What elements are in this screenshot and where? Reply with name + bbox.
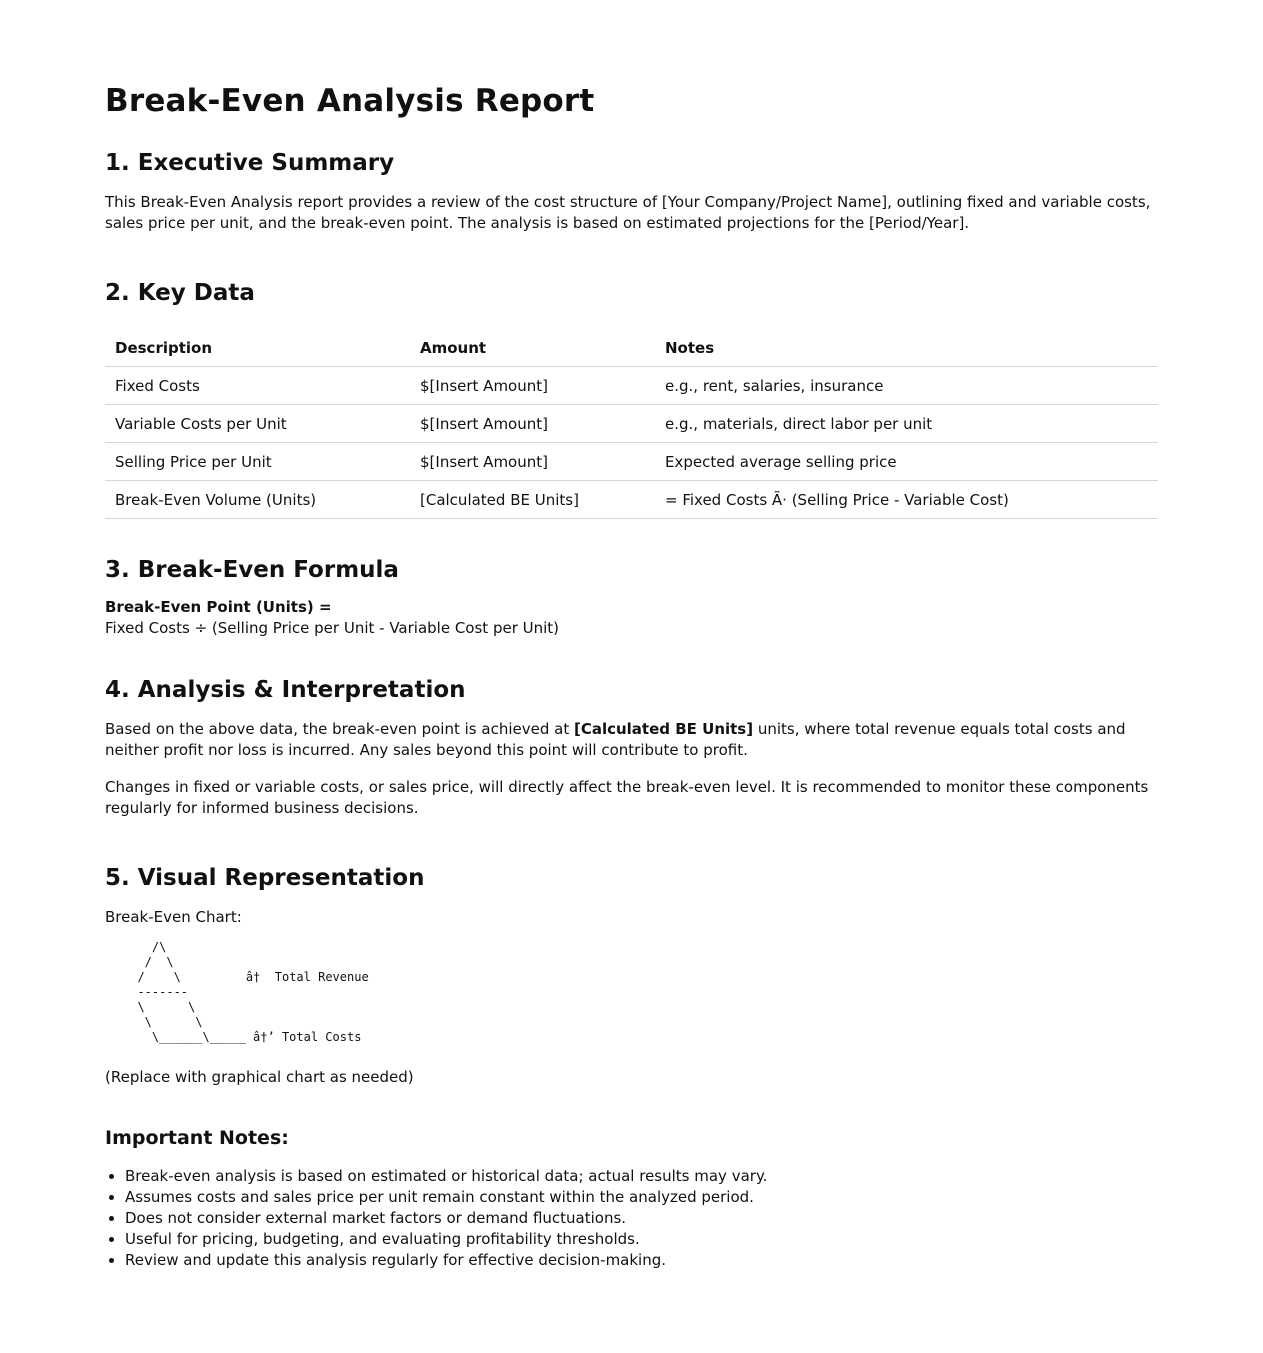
analysis-text-before: Based on the above data, the break-even point is achieved at <box>105 720 574 738</box>
table-header-row <box>105 330 1158 367</box>
cell-notes: e.g., rent, salaries, insurance <box>655 367 1158 405</box>
table-row <box>105 367 1158 405</box>
list-item: • Break-even analysis is based on estimated or historical data; actual results may vary. <box>125 1166 1158 1187</box>
cell-amount: [Calculated BE Units] <box>410 481 655 519</box>
cell-amount: $[Insert Amount] <box>410 405 655 443</box>
table-row <box>105 443 1158 481</box>
list-item: • Review and update this analysis regularly for effective decision-making. <box>125 1250 1158 1271</box>
cell-notes: e.g., materials, direct labor per unit <box>655 405 1158 443</box>
table-row <box>105 481 1158 519</box>
column-header-notes: Notes <box>655 330 1158 367</box>
cell-description: Selling Price per Unit <box>105 443 410 481</box>
replace-note: (Replace with graphical chart as needed) <box>105 1068 414 1086</box>
section-heading-key-data: 2. Key Data <box>105 280 255 306</box>
notes-list <box>105 1166 1158 1271</box>
executive-summary-text: This Break-Even Analysis report provides a review of the cost structure of [Your Company/Project Name], outlining fixed and variable costs, sales price per unit, and the break-even point. The analysis is based on estimated projections for the [Period/Year]. <box>105 193 1151 232</box>
section-heading-executive-summary: 1. Executive Summary <box>105 150 395 176</box>
formula-label: Break-Even Point (Units) = <box>105 598 332 616</box>
analysis-text-after: units, where total revenue equals total costs and neither profit nor loss is incurred. Any sales beyond this point will contribute to profit. <box>105 720 1126 759</box>
column-header-description: Description <box>105 330 410 367</box>
cell-amount: $[Insert Amount] <box>410 443 655 481</box>
page-title: Break-Even Analysis Report <box>105 83 595 119</box>
list-item: • Useful for pricing, budgeting, and evaluating profitability thresholds. <box>125 1229 1158 1250</box>
ascii-break-even-chart: /\ / \ / \ â† Total Revenue ------- \ \ \ \ \______\_____ â†’ Total Costs <box>137 940 369 1044</box>
cell-notes: Expected average selling price <box>655 443 1158 481</box>
key-data-table <box>105 330 1158 519</box>
table-row <box>105 405 1158 443</box>
list-item: • Assumes costs and sales price per unit remain constant within the analyzed period. <box>125 1187 1158 1208</box>
column-header-amount: Amount <box>410 330 655 367</box>
section-heading-visual: 5. Visual Representation <box>105 865 425 891</box>
formula-block <box>105 597 1158 639</box>
cell-description: Fixed Costs <box>105 367 410 405</box>
notes-heading: Important Notes: <box>105 1127 289 1149</box>
analysis-be-units: [Calculated BE Units] <box>573 720 754 738</box>
list-item: • Does not consider external market factors or demand fluctuations. <box>125 1208 1158 1229</box>
analysis-paragraph-1 <box>105 719 1158 761</box>
analysis-paragraph-2: Changes in fixed or variable costs, or sales price, will directly affect the break-even level. It is recommended to monitor these components regularly for informed business decisions. <box>105 778 1149 817</box>
formula-expression: Fixed Costs ÷ (Selling Price per Unit - Variable Cost per Unit) <box>105 619 560 637</box>
cell-description: Variable Costs per Unit <box>105 405 410 443</box>
chart-label: Break-Even Chart: <box>105 908 242 926</box>
section-heading-analysis: 4. Analysis & Interpretation <box>105 677 466 703</box>
cell-notes: = Fixed Costs Ã· (Selling Price - Variable Cost) <box>655 481 1158 519</box>
cell-amount: $[Insert Amount] <box>410 367 655 405</box>
cell-description: Break-Even Volume (Units) <box>105 481 410 519</box>
section-heading-formula: 3. Break-Even Formula <box>105 557 399 583</box>
